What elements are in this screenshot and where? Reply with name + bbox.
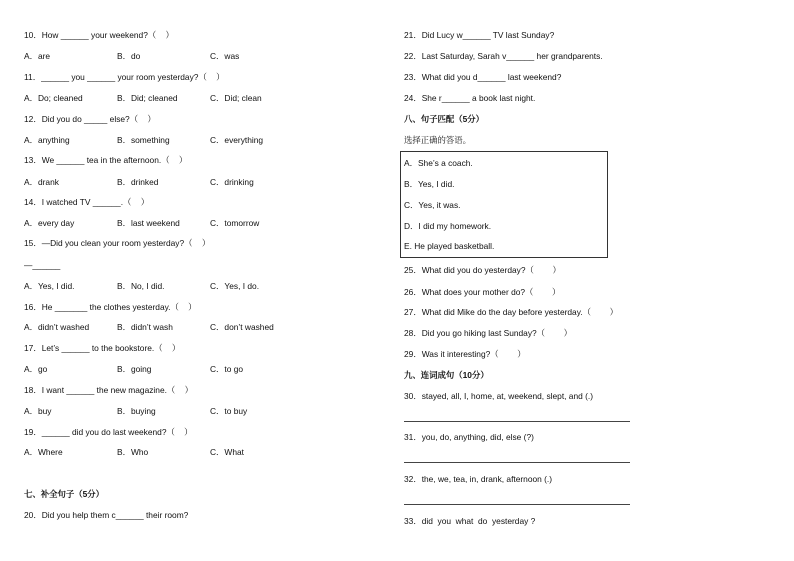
q14-option-b: B．last weekend [117, 218, 180, 228]
q16-option-a: A．didn’t washed [24, 322, 90, 332]
question-32: 32．the, we, tea, in, drank, afternoon (.) [404, 474, 553, 484]
choice-b: B．Yes, I did. [404, 179, 455, 189]
q12-option-c: C．everything [210, 135, 264, 145]
q10-option-b: B．do [117, 51, 141, 61]
question-31: 31．you, do, anything, did, else (?) [404, 432, 534, 442]
q14-option-c: C．tomorrow [210, 218, 260, 228]
question-17: 17．Let’s ______ to the bookstore.（ ） [24, 343, 181, 353]
section-9-heading: 九、连词成句（10分） [404, 370, 489, 380]
question-29: 29．Was it interesting?（ ） [404, 349, 526, 359]
choice-a: A．She’s a coach. [404, 158, 473, 168]
choice-e: E. He played basketball. [404, 241, 495, 251]
q12-option-a: A．anything [24, 135, 70, 145]
question-25: 25．What did you do yesterday?（ ） [404, 265, 561, 275]
question-13: 13．We ______ tea in the afternoon.（ ） [24, 155, 188, 165]
question-10: 10．How ______ your weekend?（ ） [24, 30, 174, 40]
question-24: 24．She r______ a book last night. [404, 93, 536, 103]
section-8-instruction: 选择正确的答语。 [404, 135, 471, 145]
choice-d: D．I did my homework. [404, 221, 492, 231]
question-14: 14．I watched TV ______.（ ） [24, 197, 150, 207]
q10-option-c: C．was [210, 51, 240, 61]
choice-c: C．Yes, it was. [404, 200, 461, 210]
q15-option-b: B．No, I did. [117, 281, 165, 291]
q18-option-b: B．buying [117, 406, 156, 416]
q17-option-a: A．go [24, 364, 48, 374]
q13-option-c: C．drinking [210, 177, 254, 187]
q17-option-c: C．to go [210, 364, 244, 374]
question-16: 16．He _______ the clothes yesterday.（ ） [24, 302, 197, 312]
q18-option-c: C．to buy [210, 406, 248, 416]
question-20: 20．Did you help them c______ their room? [24, 510, 189, 520]
q19-option-b: B．Who [117, 447, 149, 457]
q15-option-a: A．Yes, I did. [24, 281, 75, 291]
q15-answer-blank: —______ [24, 260, 61, 270]
q11-option-a: A．Do; cleaned [24, 93, 83, 103]
q11-option-b: B．Did; cleaned [117, 93, 178, 103]
question-22: 22．Last Saturday, Sarah v______ her grandparents. [404, 51, 603, 61]
question-26: 26．What does your mother do?（ ） [404, 287, 561, 297]
section-8-heading: 八、句子匹配（5分） [404, 114, 485, 124]
q16-option-c: C．don’t washed [210, 322, 274, 332]
question-15: 15．—Did you clean your room yesterday?（ ） [24, 238, 211, 248]
answer-line-30 [404, 421, 630, 422]
question-23: 23．What did you d______ last weekend? [404, 72, 562, 82]
question-12: 12．Did you do _____ else?（ ） [24, 114, 156, 124]
q18-option-a: A．buy [24, 406, 52, 416]
question-33: 33．did you what do yesterday ? [404, 516, 536, 526]
q12-option-b: B．something [117, 135, 170, 145]
q16-option-b: B．didn’t wash [117, 322, 173, 332]
answer-line-32 [404, 504, 630, 505]
q13-option-a: A．drank [24, 177, 59, 187]
q13-option-b: B．drinked [117, 177, 159, 187]
question-19: 19．______ did you do last weekend?（ ） [24, 427, 193, 437]
q14-option-a: A．every day [24, 218, 75, 228]
question-21: 21．Did Lucy w______ TV last Sunday? [404, 30, 555, 40]
section-7-heading: 七、补全句子（5分） [24, 489, 105, 499]
q19-option-c: C．What [210, 447, 244, 457]
q10-option-a: A．are [24, 51, 51, 61]
q19-option-a: A．Where [24, 447, 63, 457]
question-27: 27．What did Mike do the day before yesterday.（ ） [404, 307, 618, 317]
q17-option-b: B．going [117, 364, 152, 374]
q11-option-c: C．Did; clean [210, 93, 262, 103]
question-28: 28．Did you go hiking last Sunday?（ ） [404, 328, 573, 338]
answer-line-31 [404, 462, 630, 463]
question-11: 11．______ you ______ your room yesterday?（ ） [24, 72, 225, 82]
question-30: 30．stayed, all, I, home, at, weekend, slept, and (.) [404, 391, 594, 401]
q15-option-c: C．Yes, I do. [210, 281, 260, 291]
question-18: 18．I want ______ the new magazine.（ ） [24, 385, 193, 395]
